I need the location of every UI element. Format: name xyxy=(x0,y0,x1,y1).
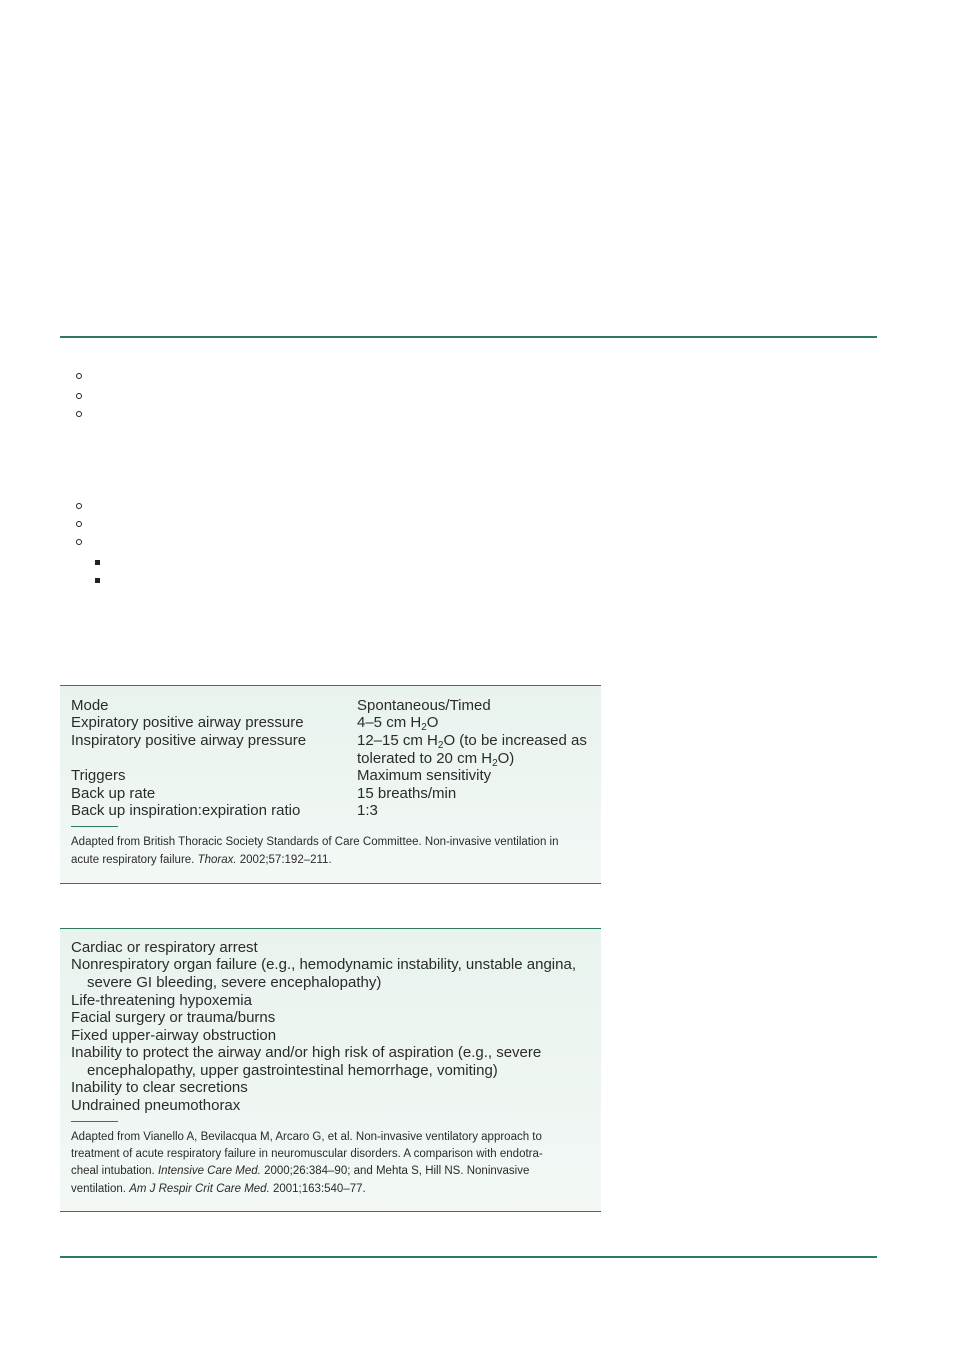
list-bullet-circle xyxy=(76,373,82,379)
contraindications-table xyxy=(60,928,601,1212)
table-source-note: treatment of acute respiratory failure in neuromuscular disorders. A comparison with endotra- xyxy=(71,1148,543,1160)
list-item: Inability to clear secretions xyxy=(71,1079,248,1096)
table-source-note: cheal intubation. Intensive Care Med. 2000;26:384–90; and Mehta S, Hill NS. Noninvasive xyxy=(71,1165,530,1177)
table-row-value: 15 breaths/min xyxy=(357,785,457,802)
table-row-param: Triggers xyxy=(71,767,126,784)
list-item: Facial surgery or trauma/burns xyxy=(71,1009,276,1026)
table-row-param: Inspiratory positive airway pressure xyxy=(71,732,307,749)
list-bullet-circle xyxy=(76,393,82,399)
table-row-value: tolerated to 20 cm $H_2O$) xyxy=(357,750,515,769)
table-row-param: Back up inspiration:expiration ratio xyxy=(71,802,301,819)
list-item: encephalopathy, upper gastrointestinal hemorrhage, vomiting) xyxy=(87,1062,498,1079)
table-row-value: Spontaneous/Timed xyxy=(357,697,491,714)
table-source-note: Adapted from Vianello A, Bevilacqua M, Arcaro G, et al. Non-invasive ventilatory approach to xyxy=(71,1131,542,1143)
bottom-rule xyxy=(60,1256,877,1258)
source-separator xyxy=(71,1121,118,1122)
list-item: Cardiac or respiratory arrest xyxy=(71,939,258,956)
source-separator xyxy=(71,826,118,827)
list-item: Inability to protect the airway and/or high risk of aspiration (e.g., severe xyxy=(71,1044,542,1061)
table-row-value: 12–15 cm $H_2O$ (to be increased as xyxy=(357,732,587,751)
list-item: Undrained pneumothorax xyxy=(71,1097,241,1114)
table-row-param: Back up rate xyxy=(71,785,156,802)
table-row-value: 1:3 xyxy=(357,802,378,819)
table-source-note: acute respiratory failure. Thorax. 2002;57:192–211. xyxy=(71,854,332,866)
table-row-param: Expiratory positive airway pressure xyxy=(71,714,304,731)
list-item: Fixed upper-airway obstruction xyxy=(71,1027,277,1044)
list-item: severe GI bleeding, severe encephalopathy) xyxy=(87,974,382,991)
list-bullet-square xyxy=(95,578,100,583)
table-source-note: ventilation. Am J Respir Crit Care Med. 2001;163:540–77. xyxy=(71,1183,366,1195)
list-bullet-circle xyxy=(76,503,82,509)
top-rule xyxy=(60,336,877,338)
niv-settings-table xyxy=(60,685,601,884)
list-bullet-circle xyxy=(76,539,82,545)
list-item: Nonrespiratory organ failure (e.g., hemodynamic instability, unstable angina, xyxy=(71,956,576,973)
table-row-value: 4–5 cm $H_2O$ xyxy=(357,714,439,733)
table-source-note: Adapted from British Thoracic Society Standards of Care Committee. Non-invasive ventilation in xyxy=(71,836,559,848)
list-item: Life-threatening hypoxemia xyxy=(71,992,252,1009)
table-row-value: Maximum sensitivity xyxy=(357,767,492,784)
list-bullet-square xyxy=(95,560,100,565)
list-bullet-circle xyxy=(76,411,82,417)
list-bullet-circle xyxy=(76,521,82,527)
table-row-param: Mode xyxy=(71,697,109,714)
